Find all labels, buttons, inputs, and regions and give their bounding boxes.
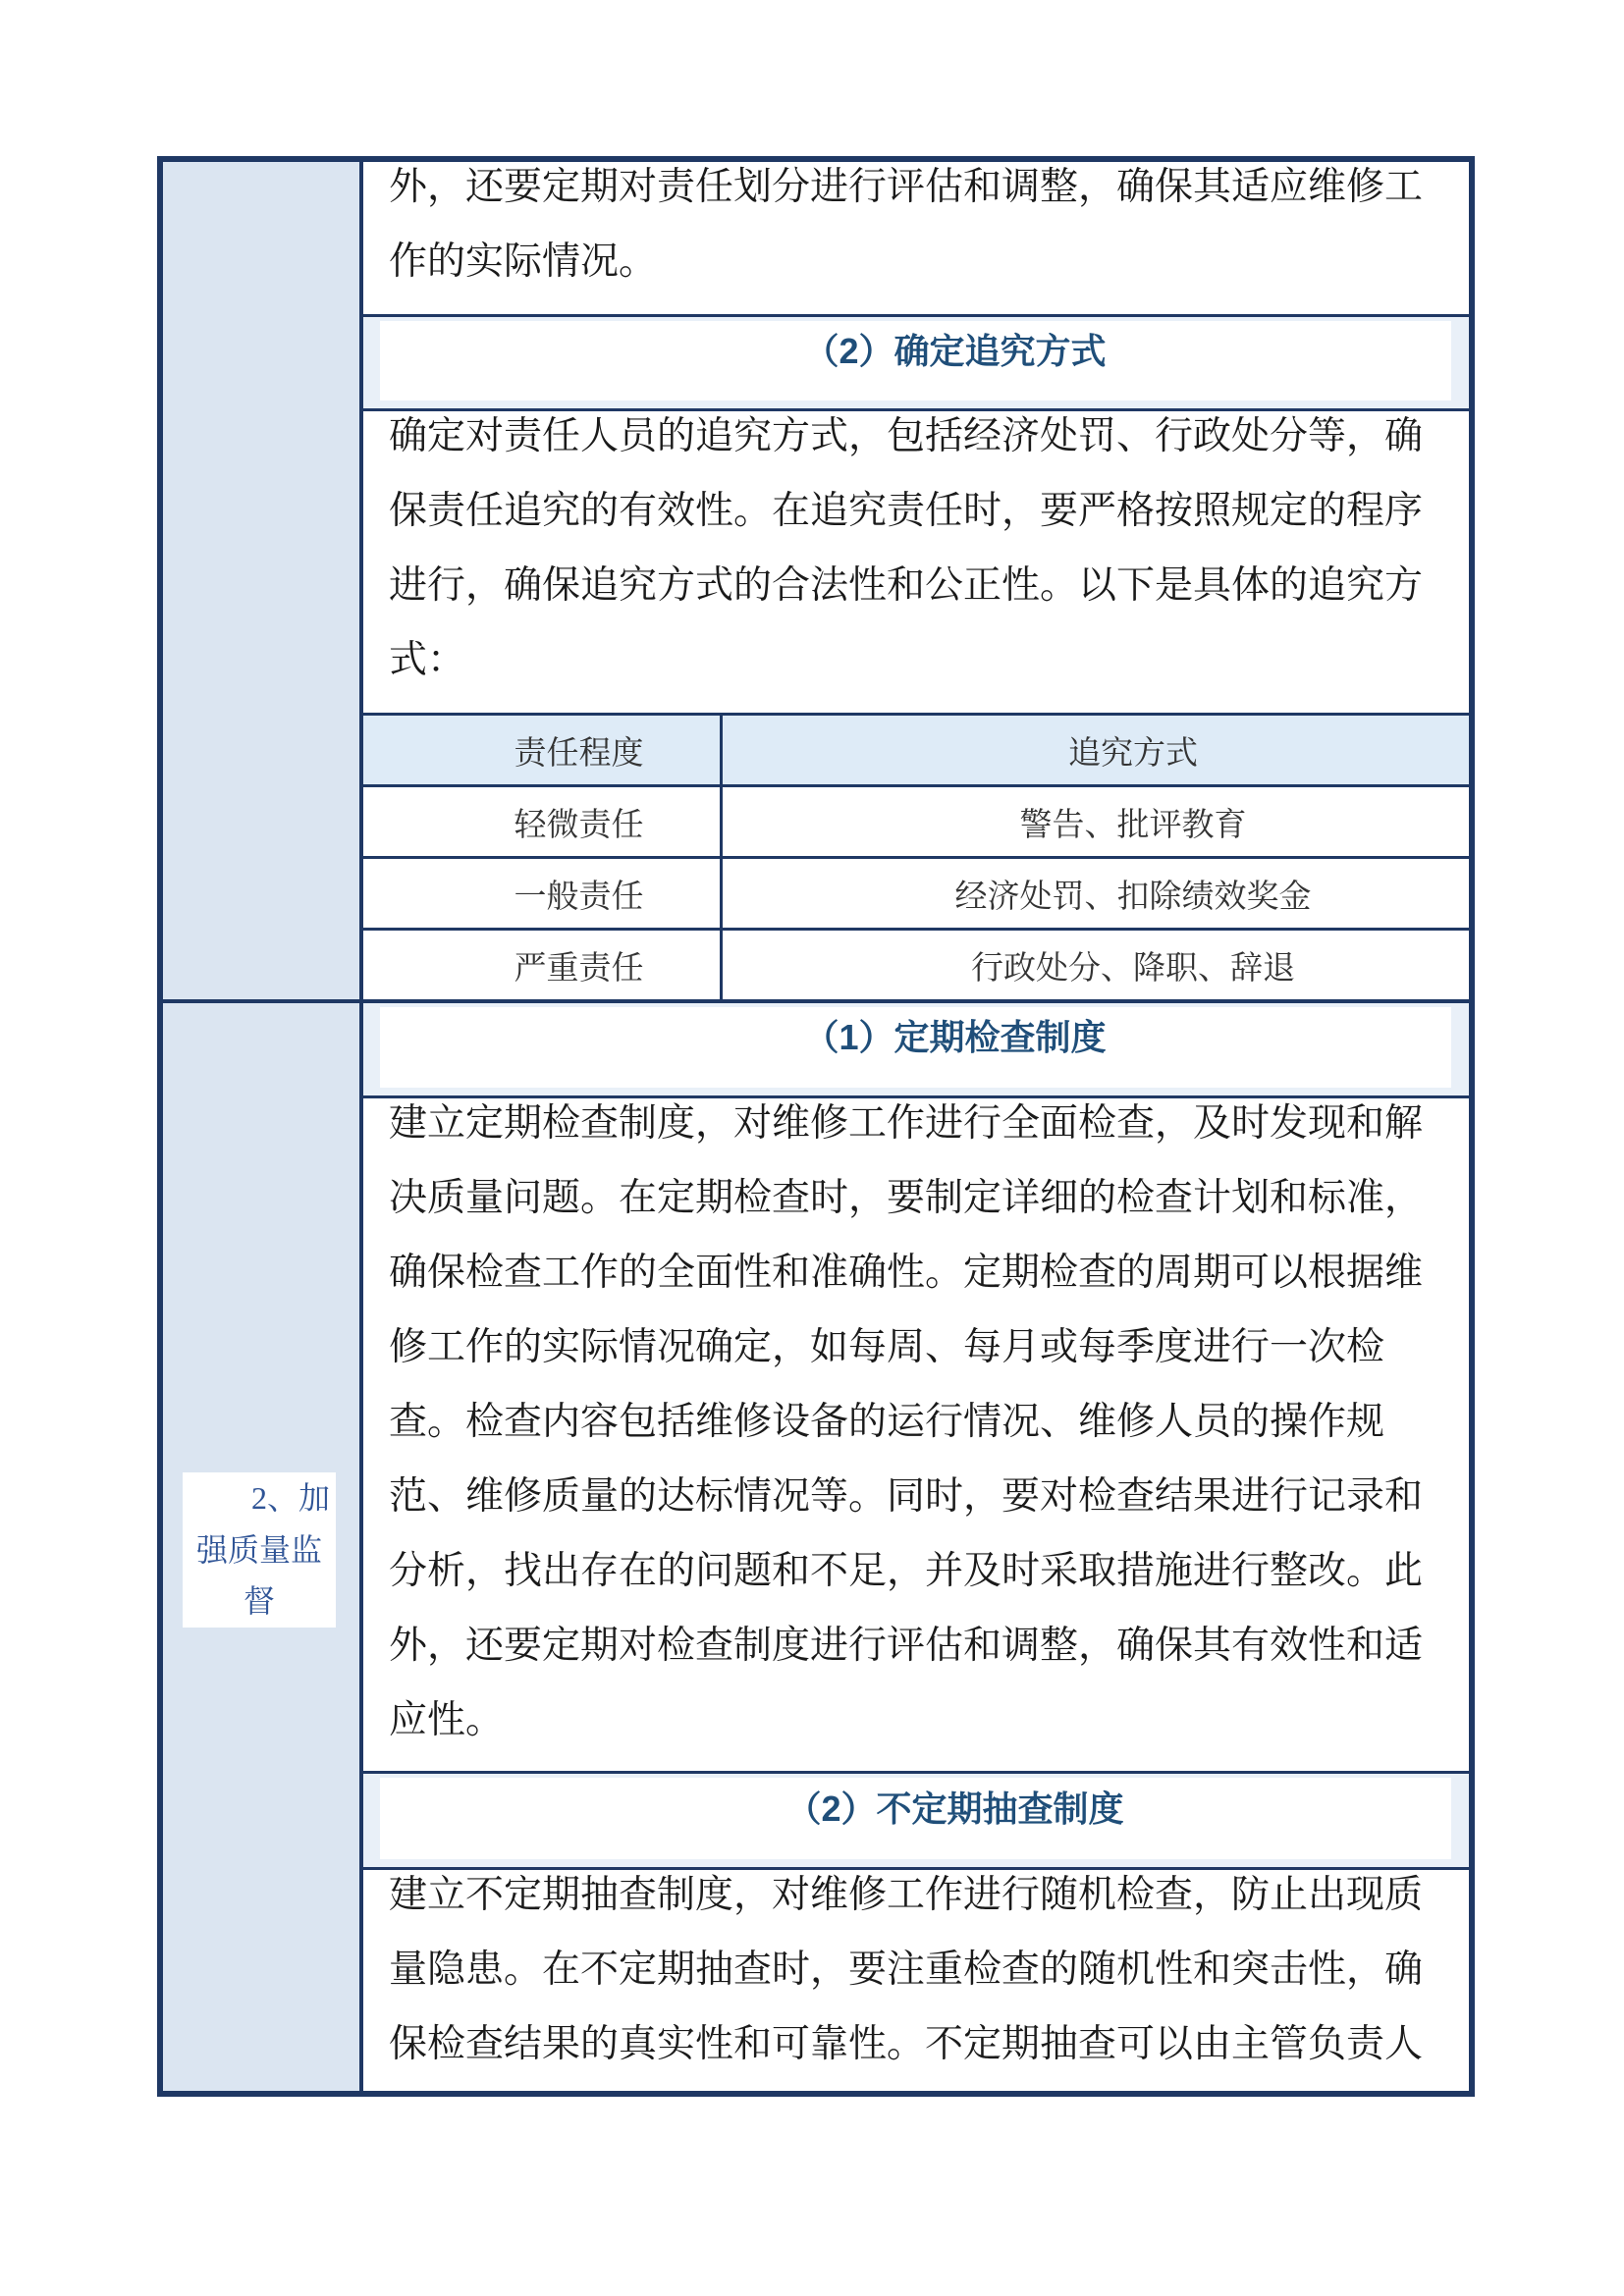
subsection-heading-cell — [363, 314, 1469, 408]
heading-box — [380, 1007, 1451, 1088]
table-cell: 一般责任 — [363, 859, 723, 928]
heading-box — [380, 1778, 1451, 1859]
section-2-label: 2、加强质量监督 — [195, 1480, 330, 1619]
table-cell: 轻微责任 — [363, 787, 723, 856]
table-header-row — [363, 716, 1469, 784]
table-header-cell: 责任程度 — [363, 716, 723, 784]
table-row — [363, 784, 1469, 856]
table-header-cell: 追究方式 — [1068, 735, 1198, 772]
subsection-heading-cell — [363, 1003, 1469, 1095]
section-label-box — [183, 1472, 336, 1628]
table-cell: 经济处罚、扣除绩效奖金 — [954, 879, 1312, 915]
regular-inspection-paragraph: 建立定期检查制度，对维修工作进行全面检查，及时发现和解决质量问题。在定期检查时，要制定详细的检查计划和标准，确保检查工作的全面性和准确性。定期检查的周期可以根据维修工作的实际情况确定，如每周、每月或每季度进行一次检查。检查内容包括维修设备的运行情况、维修人员的操作规范、维修质量的达标情况等。同时，要对检查结果进行记录和分析，找出存在的问题和不足，并及时采取措施进行整改。此外，还要定期对检查制度进行评估和调整，确保其有效性和适应性。 — [389, 1102, 1424, 1741]
accountability-paragraph: 确定对责任人员的追究方式，包括经济处罚、行政处分等，确保责任追究的有效性。在追究责任时，要严格按照规定的程序进行，确保追究方式的合法性和公正性。以下是具体的追究方式： — [389, 415, 1424, 681]
table-row — [363, 928, 1469, 999]
side-cell-section-2 — [163, 1003, 359, 2091]
subsection-heading: （2）确定追究方式 — [803, 330, 1107, 371]
heading-box — [380, 321, 1451, 400]
paragraph-cell — [363, 1867, 1469, 2091]
paragraph-cell — [363, 1095, 1469, 1771]
continued-paragraph: 外，还要定期对责任划分进行评估和调整，确保其适应维修工作的实际情况。 — [389, 166, 1424, 283]
document-table — [157, 156, 1475, 2097]
table-cell: 警告、批评教育 — [1019, 807, 1247, 843]
subsection-heading: （2）不定期抽查制度 — [785, 1788, 1124, 1829]
table-cell: 严重责任 — [363, 931, 723, 999]
paragraph-cell — [363, 408, 1469, 713]
continued-paragraph-cell — [363, 162, 1469, 314]
table-cell: 行政处分、降职、辞退 — [971, 950, 1295, 987]
subsection-heading: （1）定期检查制度 — [803, 1017, 1107, 1057]
accountability-table — [363, 713, 1469, 999]
table-row — [363, 856, 1469, 928]
side-cell-section-1 — [163, 162, 359, 999]
random-inspection-paragraph: 建立不定期抽查制度，对维修工作进行随机检查，防止出现质量隐患。在不定期抽查时，要注重检查的随机性和突击性，确保检查结果的真实性和可靠性。不定期抽查可以由主管负责人 — [389, 1874, 1424, 2065]
subsection-heading-cell — [363, 1771, 1469, 1867]
